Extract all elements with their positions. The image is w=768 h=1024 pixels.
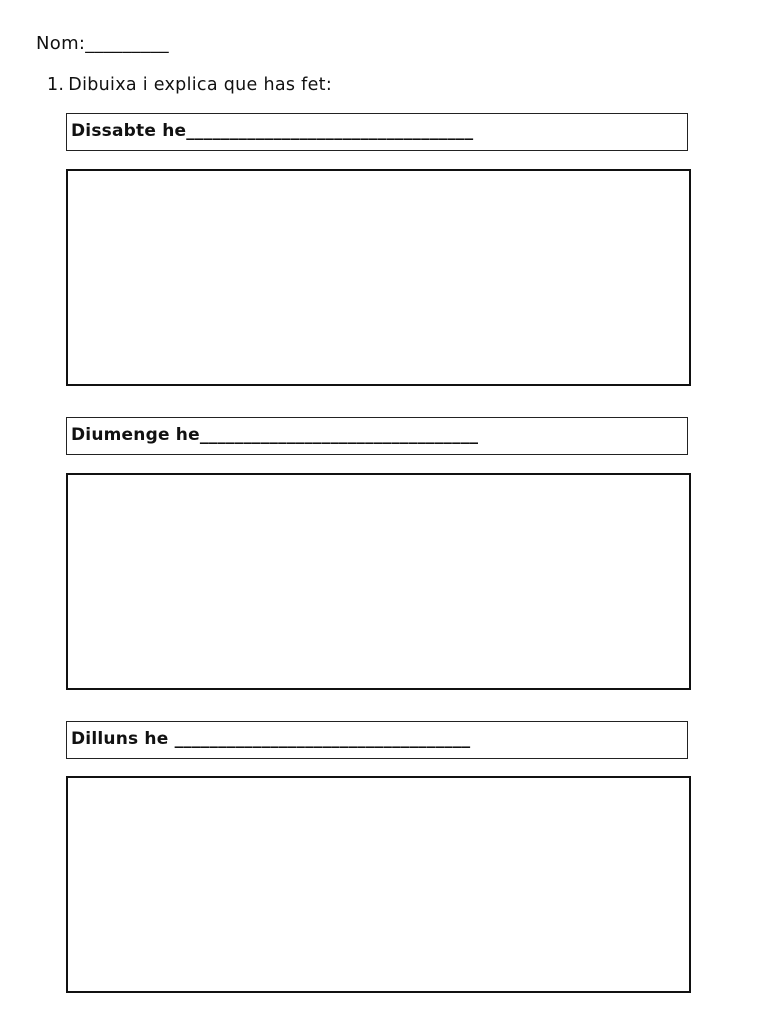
instruction xyxy=(47,75,332,95)
saturday-drawing-box xyxy=(66,169,691,386)
name-field: Nom:_________ xyxy=(36,33,169,54)
sunday-label-box xyxy=(66,417,688,455)
sunday-drawing-box xyxy=(66,473,691,690)
monday-label-box xyxy=(66,721,688,759)
sunday-label: Diumenge he________________________________ xyxy=(71,425,479,445)
monday-drawing-box xyxy=(66,776,691,993)
instruction-number: 1. xyxy=(47,75,65,95)
monday-label: Dilluns he __________________________________ xyxy=(71,729,471,749)
instruction-text: Dibuixa i explica que has fet: xyxy=(68,75,333,95)
saturday-label-box xyxy=(66,113,688,151)
saturday-label: Dissabte he_________________________________ xyxy=(71,121,474,141)
